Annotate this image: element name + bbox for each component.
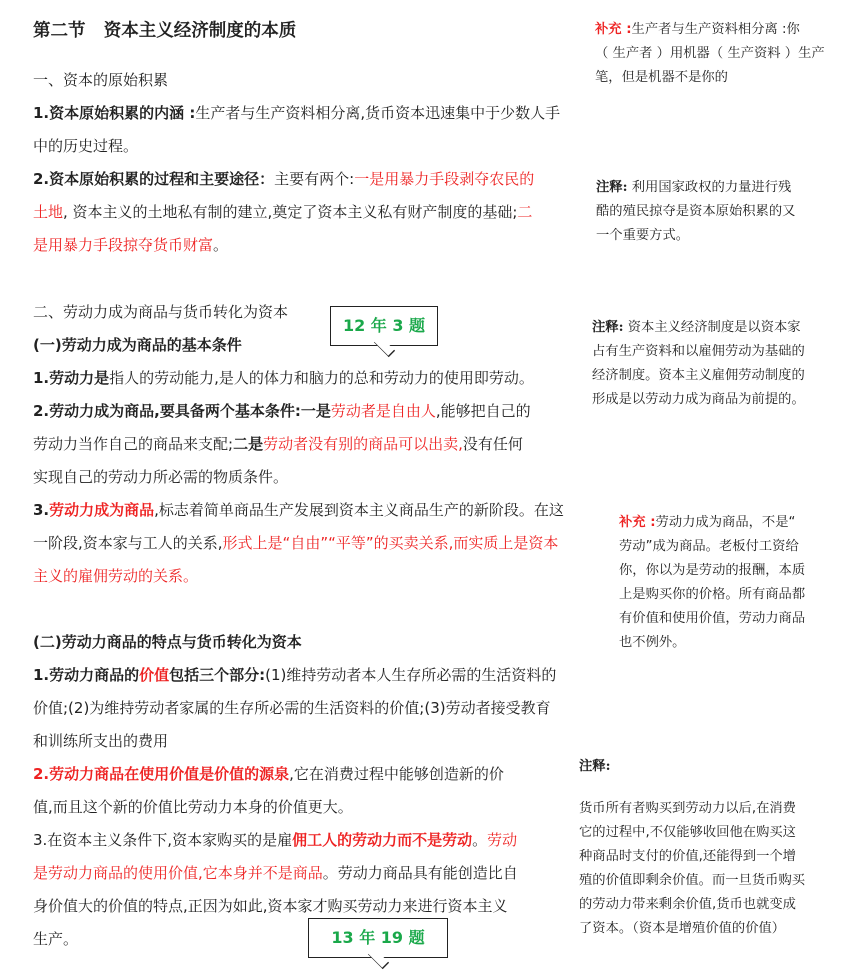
section-labor-power <box>33 296 595 593</box>
item-label: 二是 <box>233 435 264 453</box>
note-text: 的劳动力带来剩余价值,货币也就变成 <box>579 897 796 912</box>
note-text: （ 生产者 ）用机器（ 生产资料 ）生产 <box>595 46 825 61</box>
paragraph-item-3 <box>33 824 595 857</box>
paragraph-item-2-cont: 实现自己的劳动力所必需的物质条件。 <box>33 468 289 486</box>
item-text: 劳动力当作自己的商品来支配; <box>33 435 234 453</box>
note-text: 一个重要方式。 <box>596 228 690 243</box>
note-text: 利用国家政权的力量进行残 <box>627 180 792 195</box>
callout-text: 13 年 19 题 <box>331 928 425 947</box>
highlight-text: 价值 <box>139 666 170 684</box>
note-text: 殖的价值即剩余价值。而一旦货币购买 <box>579 873 806 888</box>
paragraph-item-3-cont <box>33 527 595 560</box>
note-text: 了资本。（资本是增殖价值的价值） <box>579 921 786 936</box>
paragraph-item-2-cont <box>33 428 595 461</box>
item-text: 。劳动力商品具有能创造比自 <box>322 864 518 882</box>
note-text: 占有生产资料和以雇佣劳动为基础的 <box>592 344 805 359</box>
note-text: 形成是以劳动力成为商品为前提的。 <box>592 392 805 407</box>
item-text: 。 <box>213 236 229 254</box>
highlight-text: 佣工人的劳动力而不是劳动 <box>292 831 473 849</box>
item-label: 1.劳动力商品的 <box>33 666 140 684</box>
item-text: 3.在资本主义条件下,资本家购买的是雇 <box>33 831 293 849</box>
section-heading: 一、资本的原始积累 <box>33 71 169 89</box>
highlight-text: 劳动者是自由人 <box>330 402 436 420</box>
side-note-supplement-2 <box>619 511 834 655</box>
note-text: 也不例外。 <box>619 635 686 650</box>
highlight-text: 一是用暴力手段剥夺农民的 <box>354 170 535 188</box>
subsection-heading: (一)劳动力成为商品的基本条件 <box>33 336 242 354</box>
paragraph-item-2-cont <box>33 196 595 229</box>
item-label: 2.资本原始积累的过程和主要途径： <box>33 170 275 188</box>
side-note-annotation-3 <box>579 755 839 941</box>
highlight-text: 形式上是“自由”“平等”的买卖关系,而实质上是资本 <box>222 534 559 552</box>
note-label: 注释: <box>579 759 611 774</box>
section-heading: 二、劳动力成为商品与货币转化为资本 <box>33 303 289 321</box>
paragraph-item-1-cont: 中的历史过程。 <box>33 137 139 155</box>
paragraph-item-2 <box>33 395 595 428</box>
highlight-text: 劳动 <box>487 831 518 849</box>
note-text: 笔，但是机器不是你的 <box>595 70 728 85</box>
highlight-text: 是用暴力手段掠夺货币财富 <box>33 236 214 254</box>
item-text: (1)维持劳动者本人生存所必需的生活资料的 <box>265 666 557 684</box>
section-primitive-accumulation <box>33 64 595 262</box>
paragraph-item-3-cont: 身价值大的价值的特点,正因为如此,资本家才购买劳动力来进行资本主义 <box>33 897 508 915</box>
highlight-text: 是劳动力商品的使用价值,它本身并不是商品 <box>33 864 323 882</box>
paragraph-item-3-cont: 生产。 <box>33 930 79 948</box>
item-text: 一阶段,资本家与工人的关系, <box>33 534 223 552</box>
highlight-text: 劳动者没有别的商品可以出卖, <box>263 435 463 453</box>
paragraph-item-1-cont: 价值;(2)为维持劳动者家属的生存所必需的生活资料的价值;(3)劳动者接受教育 <box>33 699 551 717</box>
item-text: 主要有两个: <box>274 170 355 188</box>
subsection-labor-commodity <box>33 626 595 956</box>
item-text: 指人的劳动能力,是人的体力和脑力的总和劳动力的使用即劳动。 <box>109 369 534 387</box>
side-note-supplement-1 <box>595 18 835 90</box>
item-label: 1.资本原始积累的内涵 : <box>33 104 196 122</box>
note-text: 生产者与生产资料相分离 :你 <box>631 22 800 37</box>
note-text: 劳动”成为商品。老板付工资给 <box>619 539 799 554</box>
note-label: 注释: <box>592 320 624 335</box>
paragraph-item-2 <box>33 758 595 791</box>
paragraph-item-1 <box>33 362 595 395</box>
item-label: 2.劳动力成为商品,要具备两个基本条件:一是 <box>33 402 331 420</box>
item-number: 3. <box>33 501 50 519</box>
paragraph-item-3-cont: 主义的雇佣劳动的关系。 <box>33 567 199 585</box>
paragraph-item-1 <box>33 97 595 130</box>
item-text: ,标志着简单商品生产发展到资本主义商品生产的新阶段。在这 <box>154 501 564 519</box>
exam-callout-13-19 <box>308 918 448 958</box>
note-label: 注释: <box>596 180 628 195</box>
page-title: 第二节 资本主义经济制度的本质 <box>33 21 297 41</box>
callout-text: 12 年 3 题 <box>342 316 426 335</box>
item-text: 。 <box>472 831 488 849</box>
note-text: 上是购买你的价格。所有商品都 <box>619 587 806 602</box>
side-note-annotation-2 <box>592 316 837 412</box>
paragraph-item-3 <box>33 494 595 527</box>
note-text: 货币所有者购买到劳动力以后,在消费 <box>579 801 796 816</box>
paragraph-item-2-cont: 值,而且这个新的价值比劳动力本身的价值更大。 <box>33 798 353 816</box>
note-text: 有价值和使用价值，劳动力商品 <box>619 611 806 626</box>
note-text: 它的过程中,不仅能够收回他在购买这 <box>579 825 796 840</box>
item-text: 生产者与生产资料相分离,货币资本迅速集中于少数人手 <box>195 104 561 122</box>
paragraph-item-1-cont: 和训练所支出的费用 <box>33 732 169 750</box>
highlight-text: 二 <box>517 203 533 221</box>
side-note-annotation-1 <box>596 176 836 248</box>
note-text: 种商品时支付的价值,还能得到一个增 <box>579 849 796 864</box>
paragraph-item-2 <box>33 163 595 196</box>
item-label: 包括三个部分: <box>169 666 266 684</box>
note-text: 劳动力成为商品，不是“ <box>655 515 796 530</box>
note-label: 补充 : <box>619 515 656 530</box>
note-text: 酷的殖民掠夺是资本原始积累的又 <box>596 204 796 219</box>
subsection-heading: (二)劳动力商品的特点与货币转化为资本 <box>33 633 302 651</box>
highlight-text: 劳动力成为商品 <box>49 501 155 519</box>
item-text: ,它在消费过程中能够创造新的价 <box>289 765 504 783</box>
note-text: 资本主义经济制度是以资本家 <box>623 320 801 335</box>
item-label: 1.劳动力是 <box>33 369 110 387</box>
item-text: 没有任何 <box>462 435 523 453</box>
highlight-text: 土地 <box>33 203 64 221</box>
paragraph-item-3-cont <box>33 857 595 890</box>
note-text: 你，你以为是劳动的报酬，本质 <box>619 563 806 578</box>
note-label: 补充 : <box>595 22 632 37</box>
item-text: ,能够把自己的 <box>435 402 531 420</box>
item-text: , 资本主义的土地私有制的建立,奠定了资本主义私有财产制度的基础; <box>63 203 518 221</box>
highlight-text: 2.劳动力商品在使用价值是价值的源泉 <box>33 765 290 783</box>
paragraph-item-1 <box>33 659 595 692</box>
exam-callout-12-3 <box>330 306 438 346</box>
paragraph-item-2-cont <box>33 229 595 262</box>
note-text: 经济制度。资本主义雇佣劳动制度的 <box>592 368 805 383</box>
